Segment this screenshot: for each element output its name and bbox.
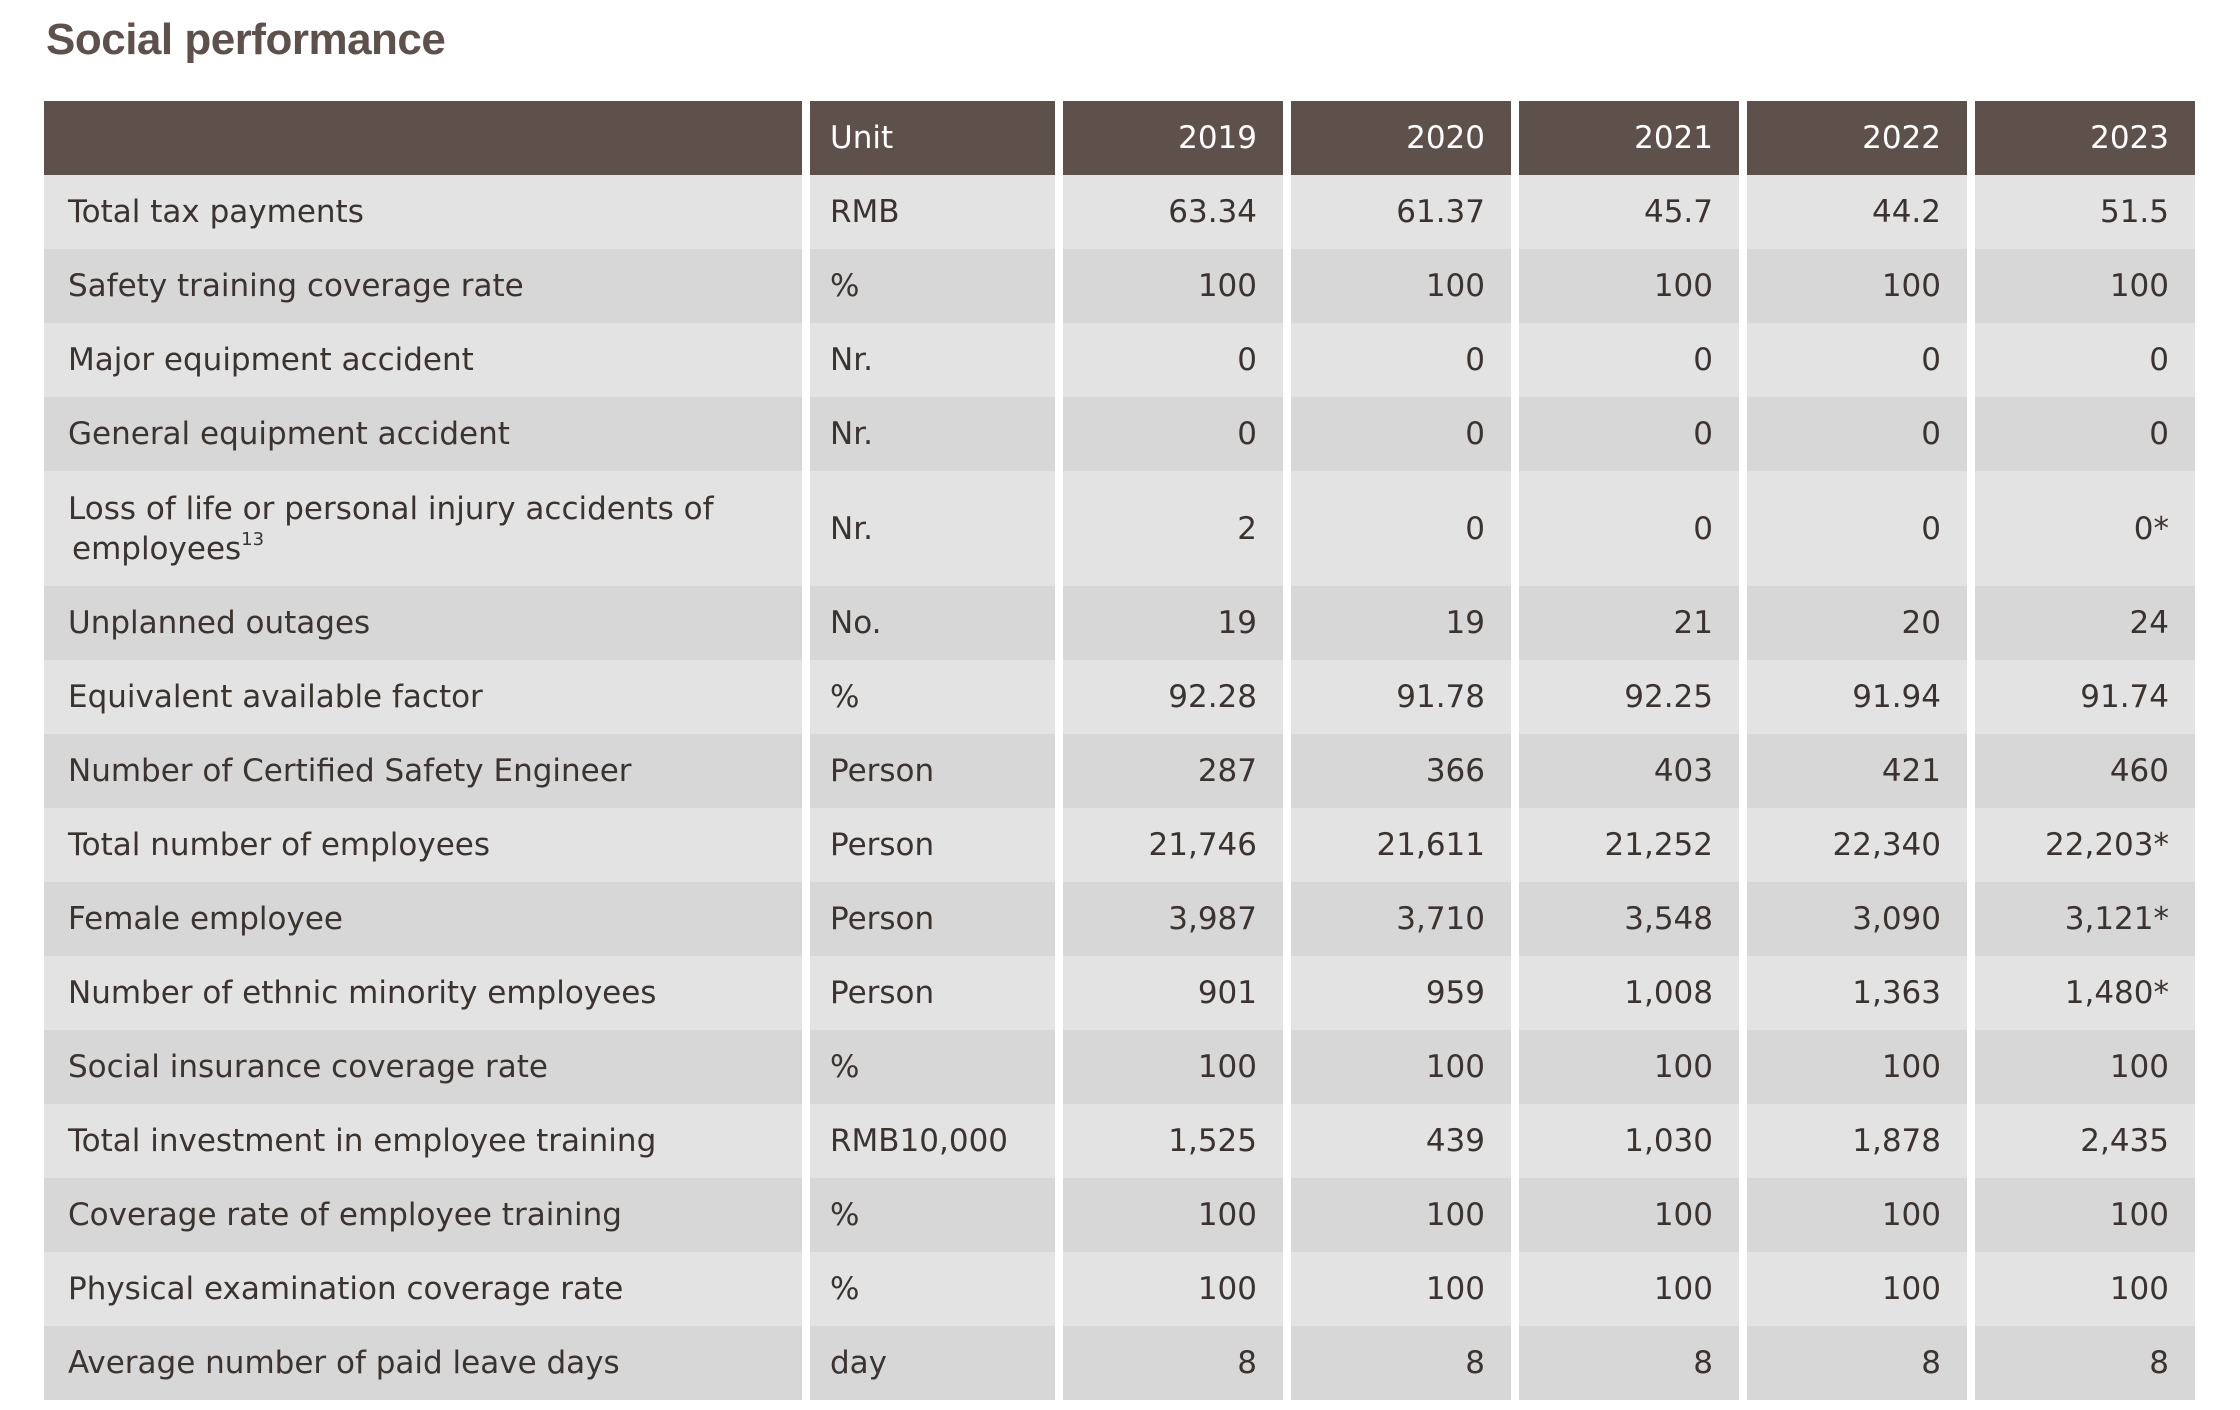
row-value: 0: [1291, 397, 1511, 471]
row-item: Total investment in employee training: [44, 1104, 802, 1178]
row-value: 22,340: [1747, 808, 1967, 882]
table-row: [44, 586, 2195, 660]
row-value: 8: [1063, 1326, 1283, 1400]
row-value: 1,008: [1519, 956, 1739, 1030]
row-value: 0*: [1975, 471, 2195, 586]
row-item: Total number of employees: [44, 808, 802, 882]
row-value: 403: [1519, 734, 1739, 808]
row-value: 3,987: [1063, 882, 1283, 956]
row-value: 100: [1063, 1178, 1283, 1252]
row-value: 92.28: [1063, 660, 1283, 734]
table-row: [44, 956, 2195, 1030]
row-unit: Person: [810, 882, 1055, 956]
page-title: Social performance: [46, 15, 446, 64]
row-value: 100: [1975, 1030, 2195, 1104]
row-value: 959: [1291, 956, 1511, 1030]
row-value: 21,746: [1063, 808, 1283, 882]
row-value: 2: [1063, 471, 1283, 586]
row-value: 63.34: [1063, 175, 1283, 249]
row-value: 100: [1747, 1030, 1967, 1104]
row-value: 2,435: [1975, 1104, 2195, 1178]
row-value: 0: [1291, 323, 1511, 397]
row-value: 21,611: [1291, 808, 1511, 882]
row-value: 100: [1291, 1178, 1511, 1252]
table-row: [44, 249, 2195, 323]
row-value: 901: [1063, 956, 1283, 1030]
row-value: 92.25: [1519, 660, 1739, 734]
row-unit: Person: [810, 808, 1055, 882]
row-value: 100: [1063, 1252, 1283, 1326]
row-unit: %: [810, 1178, 1055, 1252]
header-item: [44, 101, 802, 175]
row-value: 0: [1975, 323, 2195, 397]
row-value: 100: [1975, 1178, 2195, 1252]
row-value: 91.78: [1291, 660, 1511, 734]
row-value: 0: [1291, 471, 1511, 586]
social-performance-table: [36, 101, 2203, 1400]
row-value: 51.5: [1975, 175, 2195, 249]
row-value: 91.74: [1975, 660, 2195, 734]
row-value: 61.37: [1291, 175, 1511, 249]
row-value: 0: [1519, 471, 1739, 586]
row-item: General equipment accident: [44, 397, 802, 471]
row-value: 100: [1291, 1252, 1511, 1326]
row-unit: Person: [810, 734, 1055, 808]
row-value: 287: [1063, 734, 1283, 808]
row-item: Coverage rate of employee training: [44, 1178, 802, 1252]
row-value: 3,090: [1747, 882, 1967, 956]
row-item: [44, 471, 802, 586]
row-value: 44.2: [1747, 175, 1967, 249]
row-unit: No.: [810, 586, 1055, 660]
row-item: Safety training coverage rate: [44, 249, 802, 323]
row-item: Total tax payments: [44, 175, 802, 249]
row-value: 45.7: [1519, 175, 1739, 249]
table-row: [44, 734, 2195, 808]
row-item-line2: employees: [72, 530, 242, 567]
row-value: 0: [1747, 397, 1967, 471]
row-value: 100: [1291, 1030, 1511, 1104]
row-value: 460: [1975, 734, 2195, 808]
row-value: 8: [1291, 1326, 1511, 1400]
row-value: 19: [1291, 586, 1511, 660]
table-row: [44, 323, 2195, 397]
row-item: Female employee: [44, 882, 802, 956]
table-row: [44, 1104, 2195, 1178]
row-value: 3,121*: [1975, 882, 2195, 956]
header-year: 2021: [1519, 101, 1739, 175]
row-value: 1,525: [1063, 1104, 1283, 1178]
table-row: [44, 397, 2195, 471]
row-value: 24: [1975, 586, 2195, 660]
row-value: 0: [1063, 397, 1283, 471]
row-value: 0: [1519, 397, 1739, 471]
row-unit: %: [810, 660, 1055, 734]
header-year: 2023: [1975, 101, 2195, 175]
table-row: [44, 1326, 2195, 1400]
row-item: Equivalent available factor: [44, 660, 802, 734]
row-value: 0: [1519, 323, 1739, 397]
row-unit: Person: [810, 956, 1055, 1030]
row-value: 100: [1063, 249, 1283, 323]
table-row: [44, 471, 2195, 586]
row-unit: %: [810, 1030, 1055, 1104]
row-item: Social insurance coverage rate: [44, 1030, 802, 1104]
row-item: Average number of paid leave days: [44, 1326, 802, 1400]
table-row: [44, 1178, 2195, 1252]
row-item: Major equipment accident: [44, 323, 802, 397]
row-value: 8: [1747, 1326, 1967, 1400]
table-row: [44, 808, 2195, 882]
table-row: [44, 882, 2195, 956]
row-value: 100: [1975, 1252, 2195, 1326]
row-value: 0: [1747, 471, 1967, 586]
row-value: 1,030: [1519, 1104, 1739, 1178]
row-value: 21: [1519, 586, 1739, 660]
row-value: 8: [1975, 1326, 2195, 1400]
row-unit: %: [810, 1252, 1055, 1326]
row-value: 100: [1747, 1252, 1967, 1326]
row-value: 3,710: [1291, 882, 1511, 956]
header-year: 2022: [1747, 101, 1967, 175]
row-value: 100: [1519, 1030, 1739, 1104]
row-value: 100: [1747, 249, 1967, 323]
row-value: 100: [1519, 1178, 1739, 1252]
table-row: [44, 660, 2195, 734]
row-value: 0: [1063, 323, 1283, 397]
row-unit: day: [810, 1326, 1055, 1400]
row-value: 1,878: [1747, 1104, 1967, 1178]
row-unit: Nr.: [810, 471, 1055, 586]
row-item: Physical examination coverage rate: [44, 1252, 802, 1326]
table-row: [44, 1030, 2195, 1104]
row-value: 100: [1291, 249, 1511, 323]
row-unit: Nr.: [810, 397, 1055, 471]
row-value: 100: [1975, 249, 2195, 323]
row-unit: RMB: [810, 175, 1055, 249]
row-value: 19: [1063, 586, 1283, 660]
header-unit: Unit: [810, 101, 1055, 175]
row-value: 366: [1291, 734, 1511, 808]
row-unit: Nr.: [810, 323, 1055, 397]
row-value: 1,480*: [1975, 956, 2195, 1030]
row-unit: RMB10,000: [810, 1104, 1055, 1178]
row-item: Unplanned outages: [44, 586, 802, 660]
row-value: 0: [1975, 397, 2195, 471]
table-header-row: [44, 101, 2195, 175]
row-value: 100: [1519, 249, 1739, 323]
row-value: 3,548: [1519, 882, 1739, 956]
row-value: 100: [1063, 1030, 1283, 1104]
row-value: 100: [1747, 1178, 1967, 1252]
row-value: 439: [1291, 1104, 1511, 1178]
row-item: Number of Certified Safety Engineer: [44, 734, 802, 808]
table-row: [44, 1252, 2195, 1326]
footnote-marker: 13: [241, 528, 265, 550]
row-item-line1: Loss of life or personal injury accidents of: [68, 490, 714, 527]
row-value: 91.94: [1747, 660, 1967, 734]
row-item: Number of ethnic minority employees: [44, 956, 802, 1030]
row-value: 21,252: [1519, 808, 1739, 882]
row-value: 0: [1747, 323, 1967, 397]
row-value: 421: [1747, 734, 1967, 808]
header-year: 2020: [1291, 101, 1511, 175]
row-value: 1,363: [1747, 956, 1967, 1030]
row-value: 20: [1747, 586, 1967, 660]
row-value: 8: [1519, 1326, 1739, 1400]
row-unit: %: [810, 249, 1055, 323]
row-value: 100: [1519, 1252, 1739, 1326]
row-value: 22,203*: [1975, 808, 2195, 882]
header-year: 2019: [1063, 101, 1283, 175]
table-row: [44, 175, 2195, 249]
